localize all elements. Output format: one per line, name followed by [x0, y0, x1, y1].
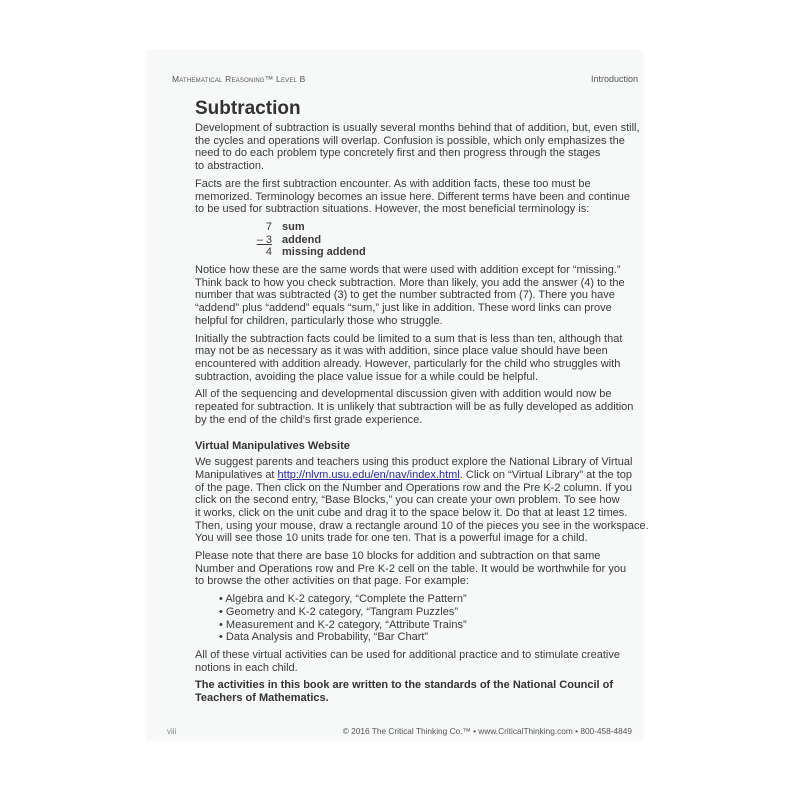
- subtraction-terminology-example: [252, 221, 645, 259]
- paragraph: [195, 264, 645, 328]
- paragraph: [195, 178, 645, 216]
- closing-paragraph: [195, 649, 645, 674]
- paragraph: [195, 388, 645, 426]
- standards-statement: [195, 679, 645, 704]
- equation-row: [252, 246, 645, 259]
- text-line: Development of subtraction is usually several months behind that of addition, but, even still,: [195, 122, 640, 134]
- text-line: Then, using your mouse, draw a rectangle around 10 of the pieces you see in the workspace.: [195, 519, 649, 532]
- text-line: Think back to how you check subtraction. More than likely, you add the answer (4) to the: [195, 276, 625, 289]
- text-line: need to do each problem type concretely first and then progress through the stages: [195, 147, 601, 160]
- list-item: • Data Analysis and Probability, “Bar Chart”: [219, 631, 645, 644]
- text-line: memorized. Terminology becomes an issue here. Different terms have been and continue: [195, 190, 630, 203]
- text-line: All of these virtual activities can be used for additional practice and to stimulate creative: [195, 648, 620, 661]
- text-line: [195, 469, 645, 482]
- text-line: Initially the subtraction facts could be limited to a sum that is less than ten, although that: [195, 332, 623, 345]
- text-line: We suggest parents and teachers using this product explore the National Library of Virtual: [195, 456, 633, 469]
- paragraph: [195, 333, 645, 384]
- text-line: helpful for children, particularly those who struggle.: [195, 314, 443, 327]
- page-content: [195, 122, 649, 710]
- equation-term: sum: [282, 220, 305, 233]
- text-line: You will see those 10 units trade for one ten. That is a powerful image for a child.: [195, 532, 588, 545]
- text-line: “addend” plus “addend” equals “sum,” just like in addition. These word links can prove: [195, 302, 612, 315]
- discussion-paragraphs: [195, 264, 645, 426]
- text-line: repeated for subtraction. It is unlikely that subtraction will be as fully developed as addition: [195, 401, 634, 414]
- text-line: to browse the other activities on that page. For example:: [195, 575, 469, 588]
- activity-list: [219, 593, 645, 644]
- copyright-footer: © 2016 The Critical Thinking Co.™ • www.CriticalThinking.com • 800-458-4849: [342, 726, 632, 736]
- text-line: notions in each child.: [195, 661, 298, 674]
- equation-row: [252, 221, 645, 234]
- text-line: All of the sequencing and developmental discussion given with addition would now be: [195, 388, 612, 401]
- text-line: number that was subtracted (3) to get the number subtracted from (7). There you have: [195, 289, 615, 302]
- equation-term: missing addend: [282, 246, 366, 259]
- list-item: • Geometry and K-2 category, “Tangram Puzzles”: [219, 606, 645, 619]
- text-line: Number and Operations row and Pre K-2 cell on the table. It would be worthwhile for you: [195, 562, 627, 575]
- text-line: Notice how these are the same words that were used with addition except for “missing.”: [195, 263, 621, 276]
- equation-number: 4: [265, 246, 272, 259]
- text-line: Facts are the first subtraction encounter. As with addition facts, these too must be: [195, 177, 591, 190]
- equation-row: [252, 234, 645, 247]
- text-line: Teachers of Mathematics.: [195, 692, 329, 705]
- text-line: by the end of the child’s first grade experience.: [195, 413, 423, 426]
- text-line: the cycles and operations will overlap. Confusion is possible, which only emphasizes the: [195, 134, 625, 147]
- text-segment: Manipulatives at: [195, 468, 278, 481]
- text-line: may not be as necessary as it was with addition, since place value should have been: [195, 345, 608, 358]
- equation-number: 7: [265, 220, 272, 233]
- text-line: to abstraction.: [195, 160, 265, 173]
- text-line: subtraction, avoiding the place value issue for a while could be helpful.: [195, 370, 539, 383]
- text-segment: . Click on “Virtual Library” at the top: [459, 468, 632, 481]
- text-line: click on the second entry, “Base Blocks,” you can create your own problem. To see how: [195, 494, 620, 507]
- text-line: of the page. Then click on the Number and Operations row and the Pre K-2 column. If you: [195, 481, 632, 494]
- page-title: Subtraction: [195, 98, 301, 119]
- section-heading: Virtual Manipulatives Website: [195, 440, 350, 453]
- intro-paragraphs: [195, 122, 645, 216]
- text-line: to be used for subtraction situations. However, the most beneficial terminology is:: [195, 203, 590, 216]
- running-header-title: Mathematical Reasoning™ Level B: [172, 74, 306, 84]
- page-number: viii: [167, 727, 177, 736]
- list-item: • Algebra and K-2 category, “Complete the Pattern”: [219, 593, 645, 606]
- text-line: The activities in this book are written to the standards of the National Council of: [195, 679, 614, 692]
- text-line: Please note that there are base 10 blocks for addition and subtraction on that same: [195, 550, 601, 563]
- nlvm-link[interactable]: http://nlvm.usu.edu/en/nav/index.html: [277, 468, 460, 481]
- vm-paragraph: [195, 456, 649, 545]
- equation-term: addend: [282, 233, 322, 246]
- text-line: encountered with addition already. However, particularly for the child who struggles with: [195, 357, 621, 370]
- list-item: • Measurement and K-2 category, “Attribute Trains”: [219, 619, 645, 632]
- running-header-section: Introduction: [590, 74, 638, 84]
- paragraph: [195, 122, 645, 173]
- note-paragraph: [195, 550, 645, 588]
- text-line: it works, click on the unit cube and drag it to the space below it. Do that at least 12 times.: [195, 506, 628, 519]
- equation-number: – 3: [256, 233, 272, 246]
